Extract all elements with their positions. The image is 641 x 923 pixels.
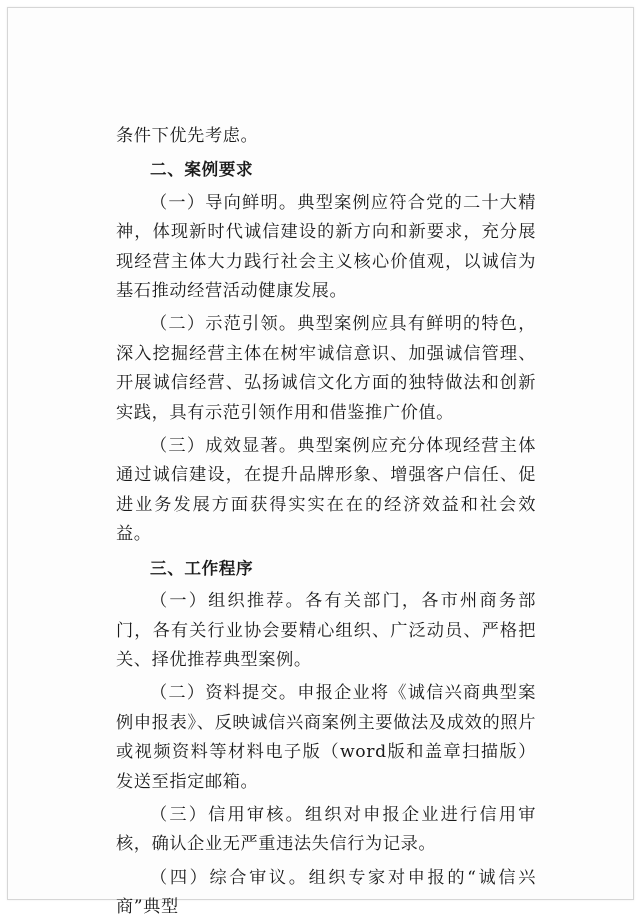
paragraph-remarkable-results: （三）成效显著。典型案例应充分体现经营主体通过诚信建设，在提升品牌形象、增强客户信任、促进业务发展方面获得实实在在的经济效益和社会效益。 bbox=[116, 436, 536, 545]
paragraph-organize-recommendation: （一）组织推荐。各有关部门，各市州商务部门，各有关行业协会要精心组织、广泛动员、严格把关、择优推荐典型案例。 bbox=[116, 591, 536, 670]
paragraph-continuation: 条件下优先考虑。 bbox=[116, 126, 259, 146]
paragraph-credit-review: （三）信用审核。组织对申报企业进行信用审核，确认企业无严重违法失信行为记录。 bbox=[116, 804, 536, 855]
paragraph-demonstration-lead: （二）示范引领。典型案例应具有鲜明的特色，深入挖掘经营主体在树牢诚信意识、加强诚信管理、开展诚信经营、弘扬诚信文化方面的独特做法和创新实践，具有示范引领作用和借鉴推广价值。 bbox=[116, 314, 536, 423]
paragraph-clear-orientation: （一）导向鲜明。典型案例应符合党的二十大精神，体现新时代诚信建设的新方向和新要求，充分展现经营主体大力践行社会主义核心价值观，以诚信为基石推动经营活动健康发展。 bbox=[116, 192, 536, 302]
paragraph-material-submission: （二）资料提交。申报企业将《诚信兴商典型案例申报表》、反映诚信兴商案例主要做法及成效的照片或视频资料等材料电子版（word版和盖章扫描版）发送至指定邮箱。 bbox=[116, 683, 536, 792]
document-page bbox=[7, 7, 634, 918]
section-heading-case-requirements: 二、案例要求 bbox=[150, 160, 254, 180]
paragraph-comprehensive-review: （四）综合审议。组织专家对申报的“诚信兴商”典型 bbox=[116, 867, 536, 918]
section-heading-work-procedure: 三、工作程序 bbox=[150, 558, 254, 578]
document-body bbox=[116, 122, 536, 923]
